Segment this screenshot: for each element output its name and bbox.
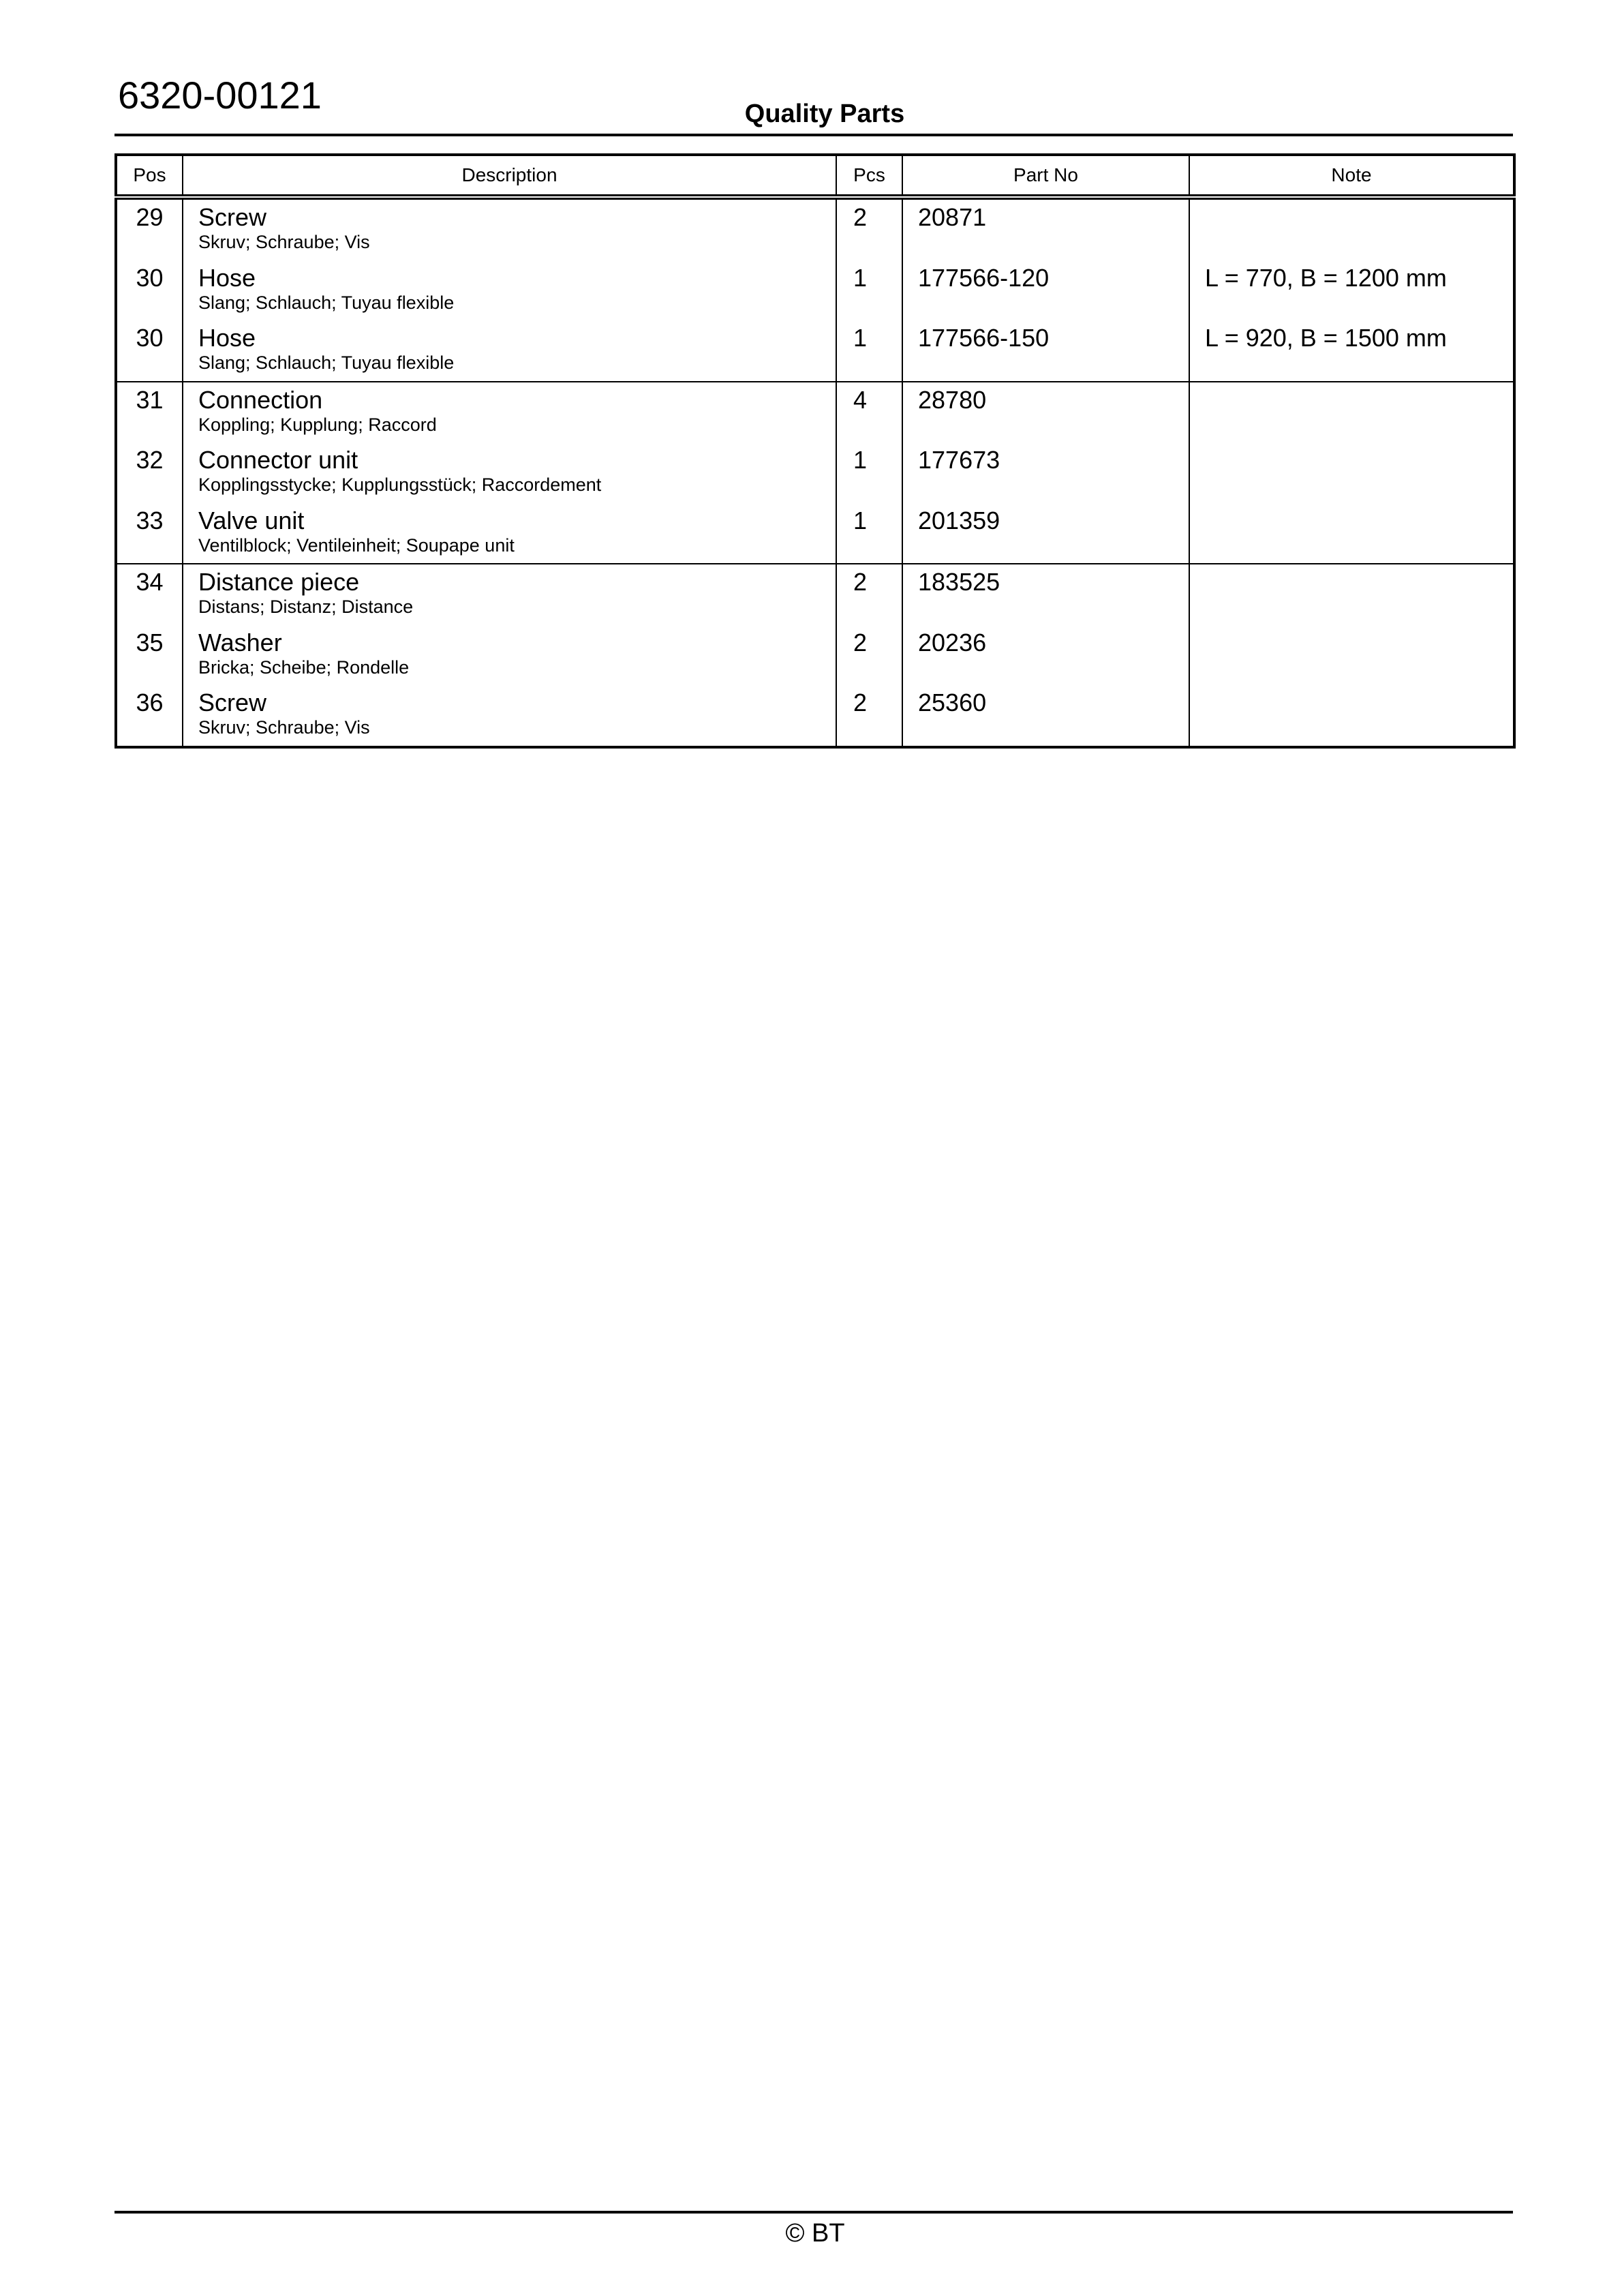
row-translations: Skruv; Schraube; Vis	[198, 717, 370, 738]
row-pos: 30	[136, 324, 164, 352]
row-description: Valve unit	[198, 506, 305, 534]
row-description: Hose	[198, 324, 256, 352]
row-translations: Ventilblock; Ventileinheit; Soupape unit	[198, 534, 515, 556]
row-pcs: 1	[853, 263, 868, 292]
row-note: L = 920, B = 1500 mm	[1205, 324, 1447, 352]
header-divider	[114, 134, 1513, 136]
table-row	[116, 320, 1514, 382]
row-part-no: 20236	[918, 628, 987, 656]
table-row	[116, 442, 1514, 503]
row-pos: 29	[136, 203, 164, 231]
table-header-row	[116, 155, 1514, 197]
row-translations: Skruv; Schraube; Vis	[198, 232, 370, 252]
table-row	[116, 503, 1514, 564]
row-translations: Distans; Distanz; Distance	[198, 596, 414, 617]
row-part-no: 183525	[918, 568, 1000, 596]
table-row	[116, 260, 1514, 321]
row-pos: 35	[136, 628, 164, 656]
table-row	[116, 625, 1514, 686]
row-part-no: 28780	[918, 385, 987, 414]
row-description: Distance piece	[198, 568, 360, 596]
column-header-description: Description	[183, 155, 836, 197]
row-pcs: 1	[853, 324, 868, 352]
document-number: 6320-00121	[118, 74, 322, 117]
row-part-no: 25360	[918, 689, 987, 716]
row-pcs: 2	[853, 203, 868, 231]
row-pcs: 2	[853, 628, 868, 656]
parts-table	[114, 153, 1516, 749]
row-translations: Koppling; Kupplung; Raccord	[198, 414, 437, 435]
column-header-pcs: Pcs	[836, 155, 902, 197]
row-pos: 32	[136, 446, 164, 474]
row-pcs: 1	[853, 506, 868, 534]
row-pos: 30	[136, 263, 164, 292]
copyright-notice: © BT	[785, 2219, 845, 2248]
row-description: Connector unit	[198, 446, 358, 474]
row-description: Screw	[198, 203, 267, 231]
row-pos: 36	[136, 689, 164, 716]
row-pcs: 1	[853, 446, 868, 474]
table-row	[116, 382, 1514, 443]
row-part-no: 177673	[918, 446, 1000, 474]
column-header-part-no: Part No	[902, 155, 1189, 197]
row-pos: 31	[136, 385, 164, 414]
row-part-no: 177566-150	[918, 324, 1050, 352]
table-row	[116, 564, 1514, 625]
footer-divider	[114, 2211, 1513, 2214]
row-pos: 34	[136, 568, 164, 596]
row-pcs: 4	[853, 385, 868, 414]
row-description: Hose	[198, 263, 256, 292]
column-header-pos: Pos	[116, 155, 183, 197]
row-translations: Bricka; Scheibe; Rondelle	[198, 656, 410, 678]
row-translations: Slang; Schlauch; Tuyau flexible	[198, 292, 455, 313]
row-translations: Kopplingsstycke; Kupplungsstück; Raccordement	[198, 474, 602, 495]
row-translations: Slang; Schlauch; Tuyau flexible	[198, 352, 455, 373]
column-header-note: Note	[1189, 155, 1514, 197]
row-part-no: 201359	[918, 506, 1000, 534]
row-description: Washer	[198, 628, 282, 656]
row-part-no: 20871	[918, 203, 987, 231]
row-pcs: 2	[853, 689, 868, 716]
row-note: L = 770, B = 1200 mm	[1205, 263, 1447, 292]
row-part-no: 177566-120	[918, 263, 1050, 292]
row-pos: 33	[136, 506, 164, 534]
page-title: Quality Parts	[744, 100, 905, 128]
row-description: Connection	[198, 385, 323, 414]
table-row	[116, 685, 1514, 747]
table-row	[116, 197, 1514, 260]
row-description: Screw	[198, 689, 267, 716]
row-pcs: 2	[853, 568, 868, 596]
